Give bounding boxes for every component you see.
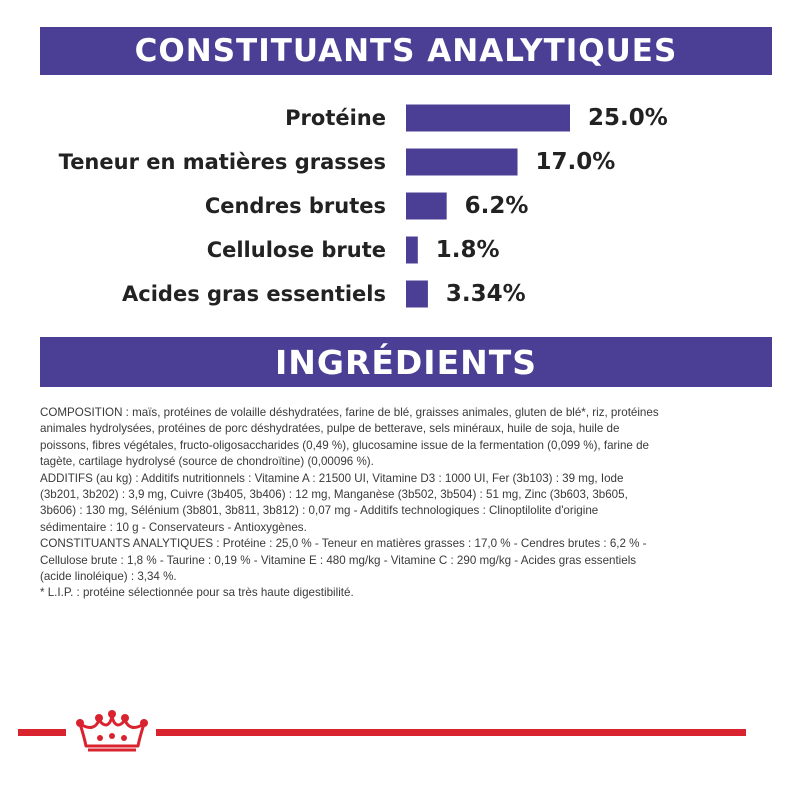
nutrient-bar-chart	[0, 92, 800, 322]
additives-line: sédimentaire : 10 g - Conservateurs - Antioxygènes.	[40, 520, 307, 534]
bar	[406, 237, 418, 264]
ingredients-header	[40, 337, 772, 387]
value-label: 25.0%	[588, 105, 668, 131]
footer-divider-left	[18, 729, 66, 736]
value-label: 3.34%	[445, 281, 526, 307]
composition-line: COMPOSITION : maïs, protéines de volaille déshydratées, farine de blé, graisses animales, gluten de blé*, riz, protéines	[40, 406, 659, 419]
bar	[406, 149, 518, 176]
analytics-header	[40, 27, 772, 75]
additives-line: (3b201, 3b202) : 3,9 mg, Cuivre (3b405, 3b406) : 12 mg, Manganèse (3b502, 3b504) : 51 mg, Zinc (3b603, 3b605,	[40, 488, 628, 502]
bar-label: Protéine	[285, 106, 386, 130]
analytics-line: Cellulose brute : 1,8 % - Taurine : 0,19 % - Vitamine E : 480 mg/kg - Vitamine C : 290 mg/kg - Acides gras essentiels	[40, 553, 637, 567]
ingredients-header-text: INGRÉDIENTS	[274, 342, 538, 382]
bar-label: Cellulose brute	[206, 238, 386, 262]
bar-label: Acides gras essentiels	[122, 282, 386, 306]
analytics-header-text: CONSTITUANTS ANALYTIQUES	[134, 33, 678, 69]
bar	[406, 105, 570, 132]
composition-line: poissons, fibres végétales, fructo-oligosaccharides (0,49 %), glucosamine issue de la fermentation (0,099 %), farine de	[40, 438, 649, 452]
analytics-line: CONSTITUANTS ANALYTIQUES : Protéine : 25,0 % - Teneur en matières grasses : 17,0 % - Cendres brutes : 6,2 % -	[40, 537, 647, 551]
value-label: 1.8%	[435, 237, 500, 263]
chart-canvas	[0, 92, 800, 322]
composition-text	[40, 405, 755, 602]
footnote-line: * L.I.P. : protéine sélectionnée pour sa très haute digestibilité.	[40, 586, 354, 600]
bar-label: Cendres brutes	[204, 194, 386, 218]
composition-line: animales hydrolysées, protéines de porc déshydratées, pulpe de betterave, sels minéraux, huile de soja, huile de	[40, 422, 620, 436]
analytics-line: (acide linoléique) : 3,34 %.	[40, 570, 177, 584]
crown-icon	[72, 710, 152, 754]
bar-label: Teneur en matières grasses	[58, 150, 386, 174]
additives-line: 3b606) : 130 mg, Sélénium (3b801, 3b811, 3b812) : 0,07 mg - Additifs technologiques : Clinoptilolite d'origine	[40, 504, 599, 518]
composition-line: tagète, cartilage hydrolysé (source de chondroïtine) (0,00096 %).	[40, 455, 374, 469]
additives-line: ADDITIFS (au kg) : Additifs nutritionnels : Vitamine A : 21500 UI, Vitamine D3 : 1000 UI, Fer (3b103) : 39 mg, Iode	[40, 471, 624, 485]
value-label: 17.0%	[535, 149, 616, 175]
bar	[406, 281, 428, 308]
value-label: 6.2%	[464, 193, 529, 219]
footer-divider-right	[156, 729, 746, 736]
bar	[406, 193, 447, 220]
